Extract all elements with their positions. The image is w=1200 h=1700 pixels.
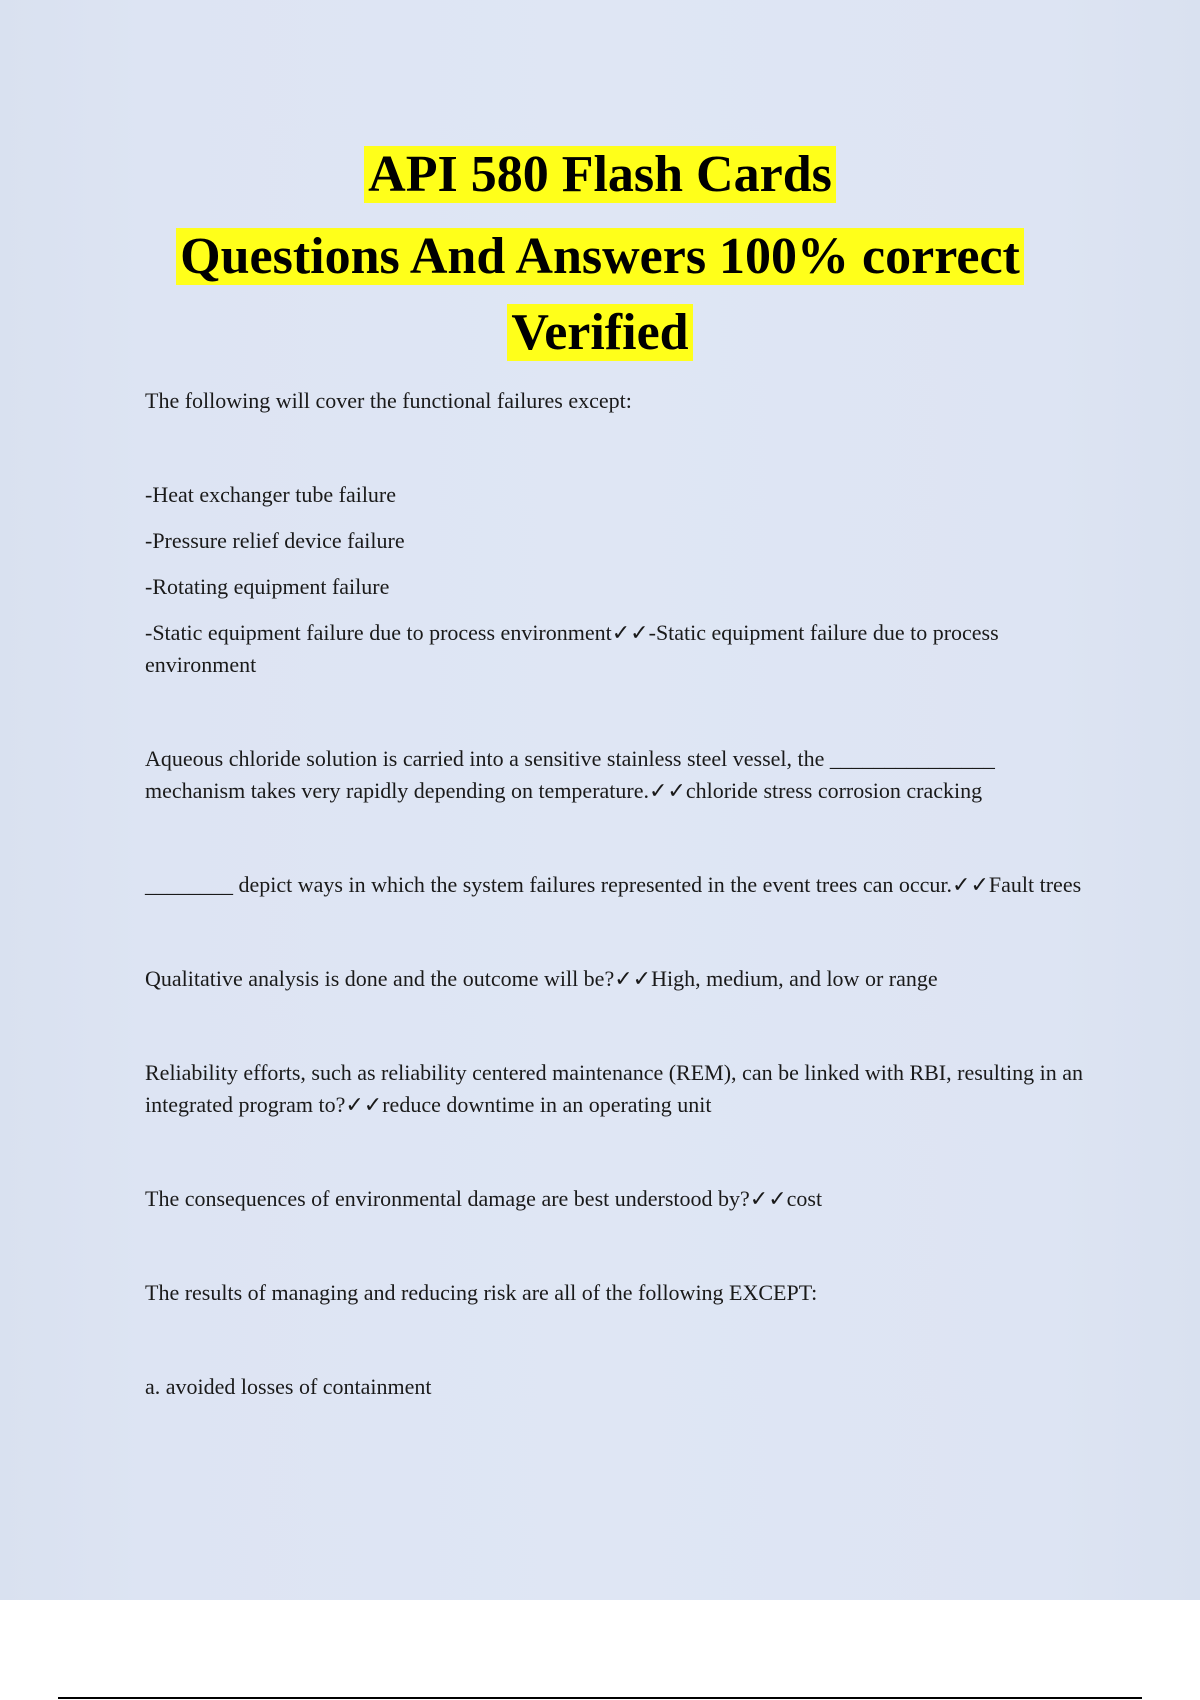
card-2: Aqueous chloride solution is carried into a sensitive stainless steel vessel, the _______________ mechanism takes very rapidly depending on temperature.✓✓chloride stress corrosion cracking [145, 746, 995, 803]
card-4: Qualitative analysis is done and the outcome will be?✓✓High, medium, and low or range [145, 966, 938, 991]
document-title [0, 144, 1200, 378]
card-1-question: The following will cover the functional failures except: [145, 388, 632, 413]
card-7-question: The results of managing and reducing risk are all of the following EXCEPT: [145, 1280, 818, 1305]
card-6: The consequences of environmental damage are best understood by?✓✓cost [145, 1186, 823, 1211]
title-line-1: API 580 Flash Cards [364, 146, 836, 203]
card-1-answer: -Static equipment failure due to process environment✓✓-Static equipment failure due to process environment [145, 620, 999, 677]
card-1-option: -Rotating equipment failure [145, 574, 390, 599]
card-1-option: -Pressure relief device failure [145, 528, 405, 553]
card-7-option: a. avoided losses of containment [145, 1374, 432, 1399]
card-1-option: -Heat exchanger tube failure [145, 482, 397, 507]
footer-divider [58, 1697, 1142, 1699]
card-3: ________ depict ways in which the system failures represented in the event trees can occur.✓✓Fault trees [145, 872, 1082, 897]
title-line-2: Questions And Answers 100% correct Verified [176, 228, 1024, 361]
flash-card-list [145, 385, 1095, 1403]
card-5: Reliability efforts, such as reliability centered maintenance (REM), can be linked with RBI, resulting in an integrated program to?✓✓reduce downtime in an operating unit [145, 1060, 1083, 1117]
